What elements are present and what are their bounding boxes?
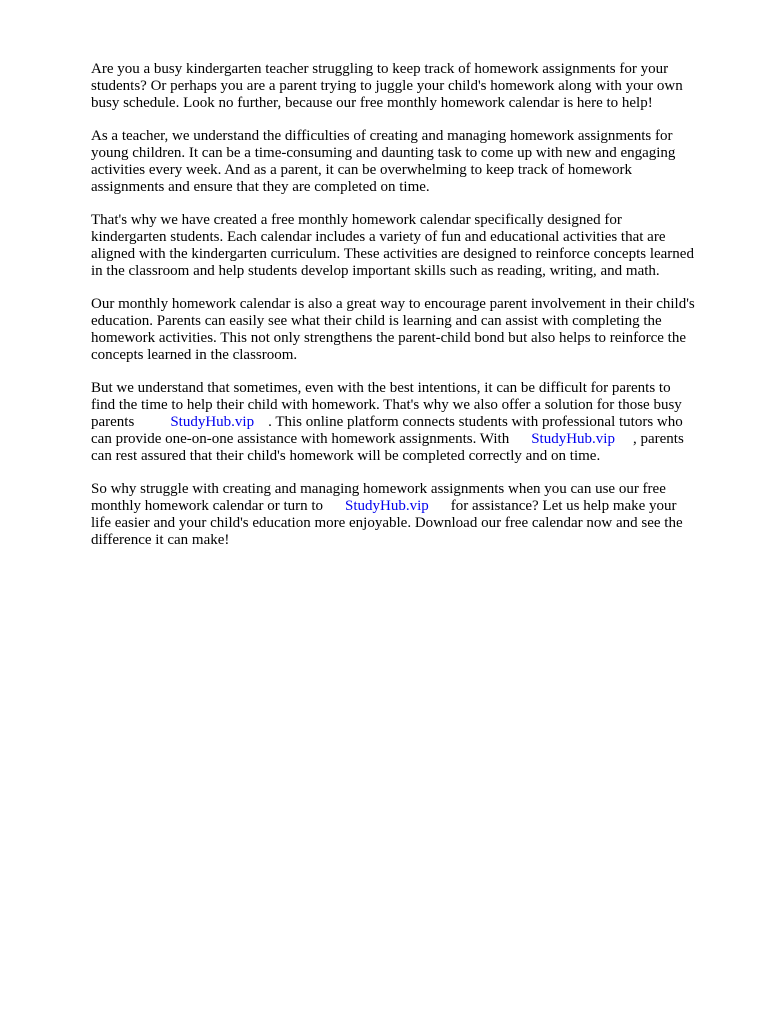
paragraph-calendar [91,212,713,280]
text-line: kindergarten students. Each calendar includes a variety of fun and educational activities that are [91,229,666,245]
text-line: Are you a busy kindergarten teacher struggling to keep track of homework assignments for your [91,61,669,77]
text-line: concepts learned in the classroom. [91,347,298,363]
text-line: young children. It can be a time-consuming and daunting task to come up with new and engaging [91,145,676,161]
text-line: homework activities. This not only strengthens the parent-child bond but also helps to reinforce the [91,330,687,346]
text-line: As a teacher, we understand the difficulties of creating and managing homework assignments for [91,128,673,144]
paragraph-parents [91,296,713,364]
text-line: assignments and ensure that they are completed on time. [91,179,430,195]
text-line: activities every week. And as a parent, it can be overwhelming to keep track of homework [91,162,633,178]
text-line: life easier and your child's education more enjoyable. Download our free calendar now and see the [91,515,683,531]
text-segment: for assistance? Let us help make your [450,498,677,514]
text-line: aligned with the kindergarten curriculum. These activities are designed to reinforce concepts learned [91,246,694,262]
text-line [91,498,713,515]
studyhub-link[interactable]: StudyHub.vip [531,431,615,447]
studyhub-link[interactable]: StudyHub.vip [345,498,429,514]
text-line: But we understand that sometimes, even with the best intentions, it can be difficult for parents to [91,380,671,396]
text-line: in the classroom and help students develop important skills such as reading, writing, and math. [91,263,660,279]
text-line: find the time to help their child with homework. That's why we also offer a solution for those busy [91,397,682,413]
document-page [91,61,713,565]
text-line: difference it can make! [91,532,230,548]
text-line [91,414,713,431]
text-segment: , parents [632,431,684,447]
text-segment: . This online platform connects students with professional tutors who [268,414,683,430]
text-line [91,431,713,448]
text-segment: can provide one-on-one assistance with homework assignments. With [91,431,510,447]
paragraph-studyhub [91,380,713,465]
text-segment: monthly homework calendar or turn to [91,498,324,514]
paragraph-closing [91,481,713,549]
text-line: busy schedule. Look no further, because our free monthly homework calendar is here to help! [91,95,653,111]
text-line: That's why we have created a free monthly homework calendar specifically designed for [91,212,622,228]
text-segment: parents [91,414,135,430]
text-line: Our monthly homework calendar is also a great way to encourage parent involvement in their child's [91,296,695,312]
text-line: education. Parents can easily see what their child is learning and can assist with completing the [91,313,662,329]
text-line: So why struggle with creating and managing homework assignments when you can use our free [91,481,666,497]
paragraph-intro [91,61,713,112]
studyhub-link[interactable]: StudyHub.vip [170,414,255,430]
text-line: can rest assured that their child's homework will be completed correctly and on time. [91,448,601,464]
paragraph-teacher [91,128,713,196]
text-line: students? Or perhaps you are a parent trying to juggle your child's homework along with your own [91,78,683,94]
